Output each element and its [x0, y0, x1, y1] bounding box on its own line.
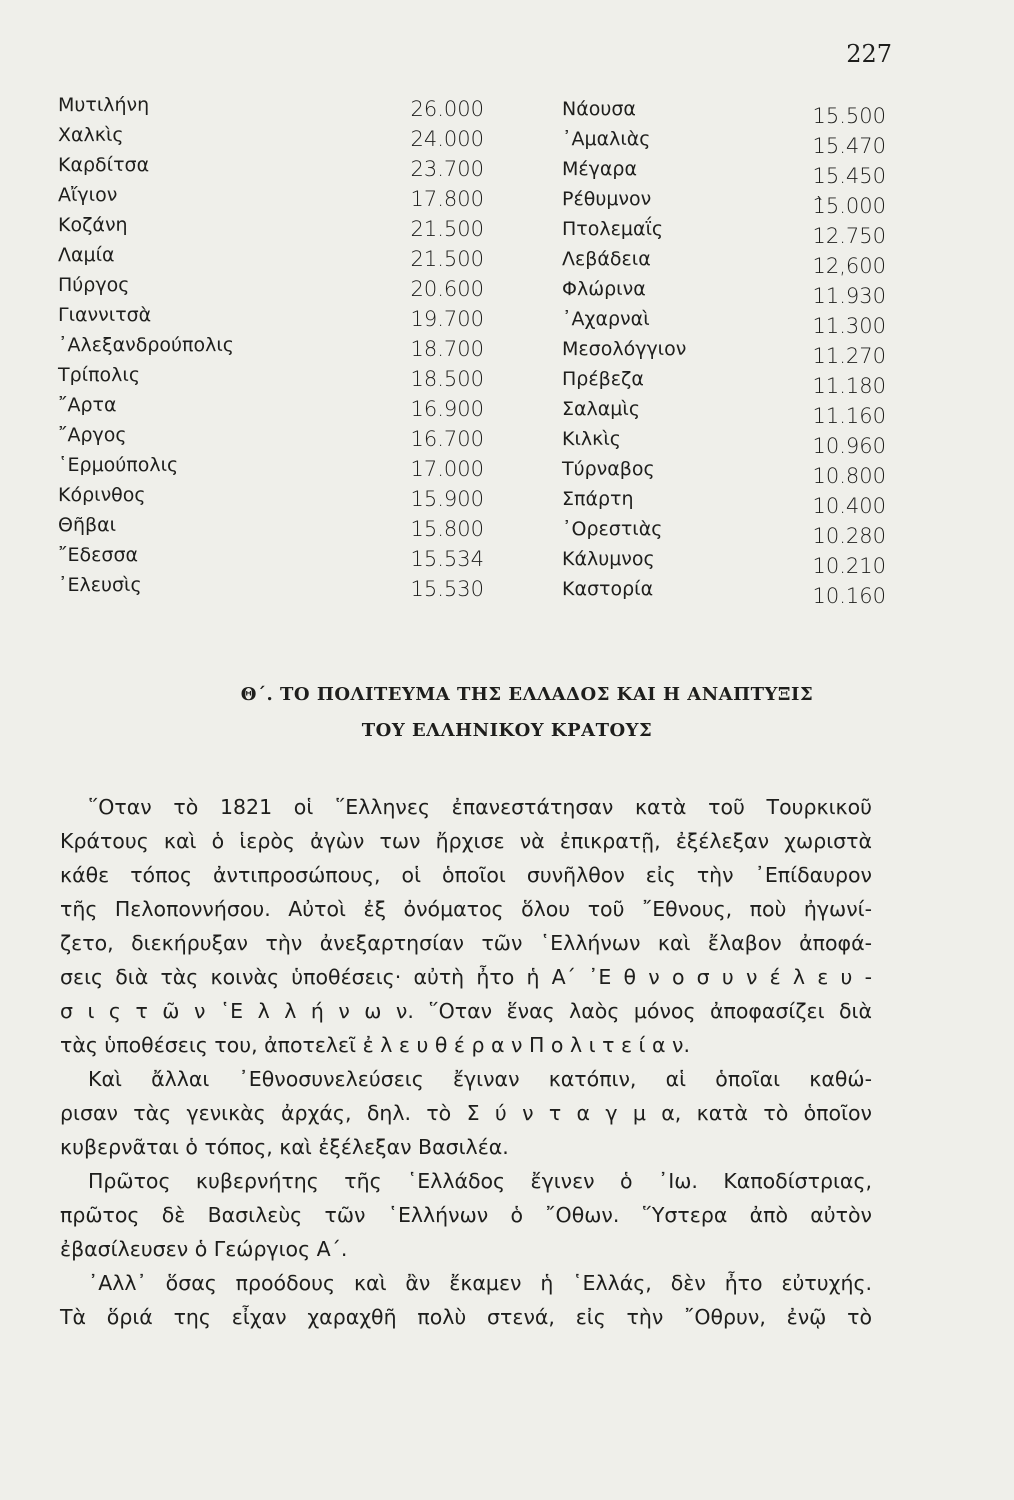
city-name: Λαμία — [58, 244, 115, 266]
city-name: Πτολεμαΐς — [562, 218, 664, 240]
city-name: Πρέβεζα — [562, 368, 644, 390]
text-line: σεις διὰ τὰς κοινὰς ὑποθέσεις· αὐτὴ ἦτο ἡ Α΄ ᾿Ε θ ν ο σ υ ν έ λ ε υ - — [60, 965, 872, 989]
city-name: Κοζάνη — [58, 214, 128, 236]
city-name: ῎Αργος — [58, 424, 127, 446]
city-name: Τρίπολις — [58, 364, 140, 386]
text-line: ρισαν τὰς γενικὰς ἀρχάς, δηλ. τὸ Σ ύ ν τ α γ μ α, κατὰ τὸ ὁποῖον — [60, 1101, 872, 1125]
table-left-names — [58, 90, 234, 600]
city-name: ῾Ερμούπολις — [58, 454, 179, 476]
city-name: Καστορία — [562, 578, 654, 600]
text-line: σ ι ς τ ῶ ν ῾Ε λ λ ή ν ω ν. ῞Οταν ἕνας λαὸς μόνος ἀποφασίζει διὰ — [60, 999, 872, 1023]
population-value: 11.300 — [812, 314, 886, 338]
population-value: 23.700 — [410, 157, 484, 181]
text-line: τῆς Πελοποννήσου. Αὐτοὶ ἐξ ὀνόματος ὅλου τοῦ ῎Εθνους, ποὺ ἠγωνί- — [60, 897, 872, 921]
population-value: 21.500 — [410, 217, 484, 241]
city-name: Κιλκὶς — [562, 428, 621, 450]
population-value: 15.530 — [410, 577, 484, 601]
city-name: ῎Αρτα — [58, 394, 117, 416]
city-name: Πύργος — [58, 274, 130, 296]
population-value: 17.800 — [410, 187, 484, 211]
population-value: 15.500 — [812, 104, 886, 128]
city-name: Λεβάδεια — [562, 248, 651, 270]
population-value: 20.600 — [410, 277, 484, 301]
text-line: κάθε τόπος ἀντιπροσώπους, οἱ ὁποῖοι συνῆλθον εἰς τὴν ᾿Επίδαυρον — [60, 863, 872, 887]
text-line: ἐβασίλευσεν ὁ Γεώργιος Α΄. — [60, 1237, 348, 1261]
city-name: ᾿Ελευσὶς — [58, 574, 142, 596]
city-name: Τύρναβος — [562, 458, 655, 480]
city-name: Σαλαμὶς — [562, 398, 640, 420]
population-value: 12,600 — [812, 254, 886, 278]
population-value: 1̀5.000 — [812, 194, 886, 218]
city-name: Γιαννιτσὰ — [58, 304, 152, 326]
population-value: 10.210 — [812, 554, 886, 578]
text-line: κυβερνᾶται ὁ τόπος, καὶ ἐξέλεξαν Βασιλέα. — [60, 1135, 509, 1159]
population-value: 17.000 — [410, 457, 484, 481]
text-line: Τὰ ὅριά της εἶχαν χαραχθῆ πολὺ στενά, εἰς τὴν ῎Οθρυν, ἐνῷ τὸ — [60, 1305, 872, 1329]
population-value: 21.500 — [410, 247, 484, 271]
city-name: Νάουσα — [562, 98, 636, 120]
population-value: 10.800 — [812, 464, 886, 488]
city-name: ῎Εδεσσα — [58, 544, 139, 566]
population-value: 11.930 — [812, 284, 886, 308]
city-name: Χαλκὶς — [58, 124, 124, 146]
population-value: 15.450 — [812, 164, 886, 188]
city-name: Θῆβαι — [58, 514, 117, 536]
population-value: 10.160 — [812, 584, 886, 608]
population-value: 11.270 — [812, 344, 886, 368]
population-value: 15.534 — [410, 547, 484, 571]
population-value: 18.500 — [410, 367, 484, 391]
city-name: ᾿Ορεστιὰς — [562, 518, 663, 540]
table-right-names — [562, 94, 686, 604]
city-name: Αἴγιον — [58, 184, 118, 206]
city-name: Κόρινθος — [58, 484, 146, 506]
population-value: 15.470 — [812, 134, 886, 158]
table-right-values — [808, 101, 886, 611]
population-value: 10.960 — [812, 434, 886, 458]
population-value: 19.700 — [410, 307, 484, 331]
city-name: Μεσολόγγιον — [562, 338, 687, 360]
population-value: 18.700 — [410, 337, 484, 361]
section-title: Θ΄. ΤΟ ΠΟΛΙΤΕΥΜΑ ΤΗΣ ΕΛΛΑΔΟΣ ΚΑΙ Η ΑΝΑΠΤΥΞΙΣ — [240, 684, 814, 705]
section-subtitle: ΤΟΥ ΕΛΛΗΝΙΚΟΥ ΚΡΑΤΟΥΣ — [361, 720, 653, 741]
city-name: ᾿Αχαρναὶ — [562, 308, 650, 330]
population-value: 15.800 — [410, 517, 484, 541]
text-line: τὰς ὑποθέσεις του, ἀποτελεῖ ἐ λ ε υ θ έ ρ α ν Π ο λ ι τ ε ί α ν. — [60, 1033, 690, 1057]
population-value: 26.000 — [410, 97, 484, 121]
city-name: Φλώρινα — [562, 278, 646, 300]
text-line: ζετο, διεκήρυξαν τὴν ἀνεξαρτησίαν τῶν ῾Ελλήνων καὶ ἔλαβον ἀποφά- — [60, 931, 872, 955]
population-value: 10.280 — [812, 524, 886, 548]
population-value: 11.180 — [812, 374, 886, 398]
population-value: 16.900 — [410, 397, 484, 421]
table-left-values — [406, 94, 484, 604]
page-number: 227 — [846, 40, 892, 68]
text-line: ῞Οταν τὸ 1821 οἱ ῞Ελληνες ἐπανεστάτησαν κατὰ τοῦ Τουρκικοῦ — [88, 795, 872, 819]
city-name: ᾿Αλεξανδρούπολις — [58, 334, 234, 356]
population-value: 12.750 — [812, 224, 886, 248]
city-name: Ρέθυμνον — [562, 188, 652, 210]
city-name: Καρδίτσα — [58, 154, 150, 176]
text-line: ᾿Αλλ᾿ ὅσας προόδους καὶ ἂν ἔκαμεν ἡ ῾Ελλάς, δὲν ἦτο εὐτυχής. — [88, 1271, 872, 1295]
population-value: 16.700 — [410, 427, 484, 451]
population-value: 15.900 — [410, 487, 484, 511]
city-name: ᾿Αμαλιὰς — [562, 128, 651, 150]
city-name: Μέγαρα — [562, 158, 638, 180]
text-line: Πρῶτος κυβερνήτης τῆς ῾Ελλάδος ἔγινεν ὁ ᾿Ιω. Καποδίστριας, — [88, 1169, 872, 1193]
text-line: Κράτους καὶ ὁ ἱερὸς ἀγὼν των ἤρχισε νὰ ἐπικρατῇ, ἐξέλεξαν χωριστὰ — [60, 829, 872, 853]
population-value: 11.160 — [812, 404, 886, 428]
text-line: πρῶτος δὲ Βασιλεὺς τῶν ῾Ελλήνων ὁ ῎Οθων. ῞Υστερα ἀπὸ αὐτὸν — [60, 1203, 872, 1227]
city-name: Κάλυμνος — [562, 548, 655, 570]
city-name: Μυτιλήνη — [58, 94, 150, 116]
body-paragraphs — [60, 790, 872, 1334]
text-line: Καὶ ἄλλαι ᾿Εθνοσυνελεύσεις ἔγιναν κατόπιν, αἱ ὁποῖαι καθώ- — [88, 1067, 872, 1091]
population-value: 24.000 — [410, 127, 484, 151]
city-name: Σπάρτη — [562, 488, 634, 510]
population-value: 10.400 — [812, 494, 886, 518]
